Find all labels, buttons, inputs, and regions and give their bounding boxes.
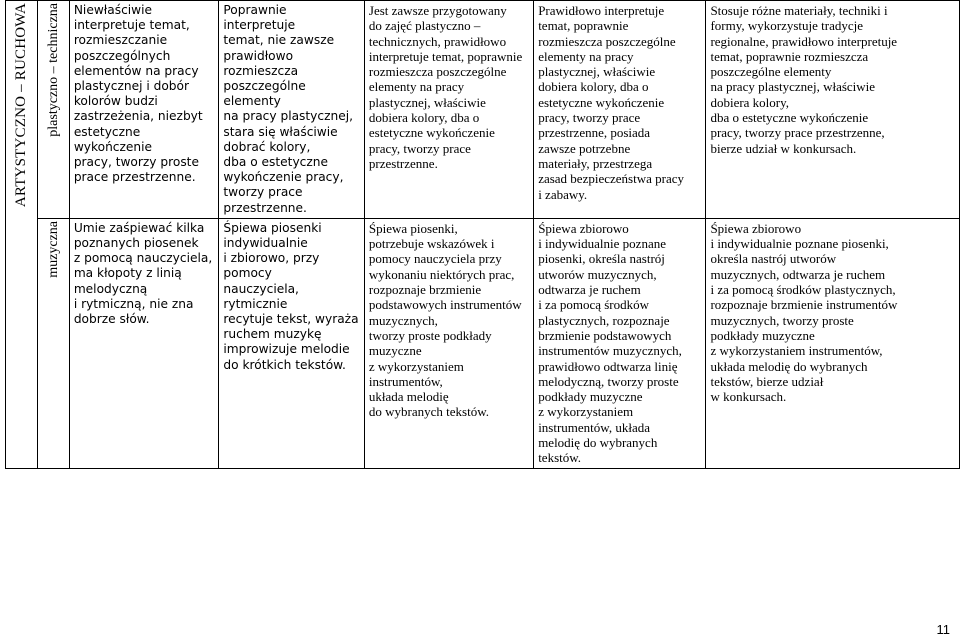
grade-cell <box>706 1 960 219</box>
grading-criteria-table <box>5 0 960 469</box>
criteria-text: Poprawnie interpretuje temat, nie zawsze prawidłowo rozmieszcza poszczególne elementy na pracy plastycznej, stara się właściwie dobrać kolory, dba o estetyczne wykończenie pracy, tworzy prace przestrzenne. <box>223 3 353 215</box>
grade-cell <box>534 218 706 468</box>
criteria-text: Śpiewa zbiorowo i indywidualnie poznane piosenki, określa nastrój utworów muzycznych, odtwarza je ruchem i za pomocą środków plastycznych, rozpoznaje brzmienie instrumentów muzycznych, tworzy proste podkłady muzyczne z wykorzystaniem instrumentów, układa melodię do wybranych tekstów, bierze udział w konkursach. <box>710 220 898 405</box>
table-row-plastic-technical <box>6 1 960 219</box>
grade-cell <box>364 1 533 219</box>
subject-cell-plastic <box>37 1 69 219</box>
criteria-text: Niewłaściwie interpretuje temat, rozmieszczanie poszczególnych elementów na pracy plastycznej i dobór kolorów budzi zastrzeżenia, niezbyt estetyczne wykończenie pracy, tworzy proste prace przestrzenne. <box>73 3 203 185</box>
criteria-text: Śpiewa piosenki, potrzebuje wskazówek i pomocy nauczyciela przy wykonaniu niektórych prac, rozpoznaje brzmienie podstawowych instrumentów muzycznych, tworzy proste podkłady muzyczne z wykorzystaniem instrumentów, układa melodię do wybranych tekstów. <box>368 220 522 420</box>
subject-label-plastic: plastyczno – techniczna <box>46 3 62 137</box>
criteria-text: Umie zaśpiewać kilka poznanych piosenek z pomocą nauczyciela, ma kłopoty z linią melodyczną i rytmiczną, nie zna dobrze słów. <box>73 220 213 327</box>
subject-label-music: muzyczna <box>46 220 62 278</box>
grade-cell <box>219 218 365 468</box>
grade-cell <box>706 218 960 468</box>
page-number: 11 <box>936 622 950 637</box>
grade-cell <box>534 1 706 219</box>
criteria-text: Śpiewa zbiorowo i indywidualnie poznane piosenki, określa nastrój utworów muzycznych, odtwarza je ruchem i za pomocą środków plastycznych, rozpoznaje brzmienie podstawowych instrumentów muzycznych, prawidłowo odtwarza linię melodyczną, tworzy proste podkłady muzyczne z wykorzystaniem instrumentów, układa melodię do wybranych tekstów. <box>538 220 682 466</box>
criteria-text: Jest zawsze przygotowany do zajęć plastyczno – technicznych, prawidłowo interpretuje temat, poprawnie rozmieszcza poszczególne elementy na pracy plastycznej, właściwie dobiera kolory, dba o estetyczne wykończenie pracy, tworzy prace przestrzenne. <box>368 3 523 171</box>
criteria-text: Prawidłowo interpretuje temat, poprawnie rozmieszcza poszczególne elementy na pracy plastycznej, właściwie dobiera kolory, dba o estetyczne wykończenie pracy, tworzy prace przestrzenne, posiada zawsze potrzebne materiały, przestrzega zasad bezpieczeństwa pracy i zabawy. <box>538 3 684 202</box>
grade-cell <box>219 1 365 219</box>
criteria-text: Stosuje różne materiały, techniki i formy, wykorzystuje tradycje regionalne, prawidłowo interpretuje temat, poprawnie rozmieszcza poszczególne elementy na pracy plastycznej, właściwie dobiera kolory, dba o estetyczne wykończenie pracy, tworzy prace przestrzenne, bierze udział w konkursach. <box>710 3 898 156</box>
main-area-label: ARTYSTYCZNO – RUCHOWA <box>13 3 30 208</box>
grade-cell <box>69 1 219 219</box>
subject-cell-music <box>37 218 69 468</box>
grade-cell <box>69 218 219 468</box>
table-row-music <box>6 218 960 468</box>
criteria-text: Śpiewa piosenki indywidualnie i zbiorowo, przy pomocy nauczyciela, rytmicznie recytuje tekst, wyraża ruchem muzykę improwizuje melodie do krótkich tekstów. <box>223 220 359 372</box>
grade-cell <box>364 218 533 468</box>
main-area-cell <box>6 1 38 469</box>
